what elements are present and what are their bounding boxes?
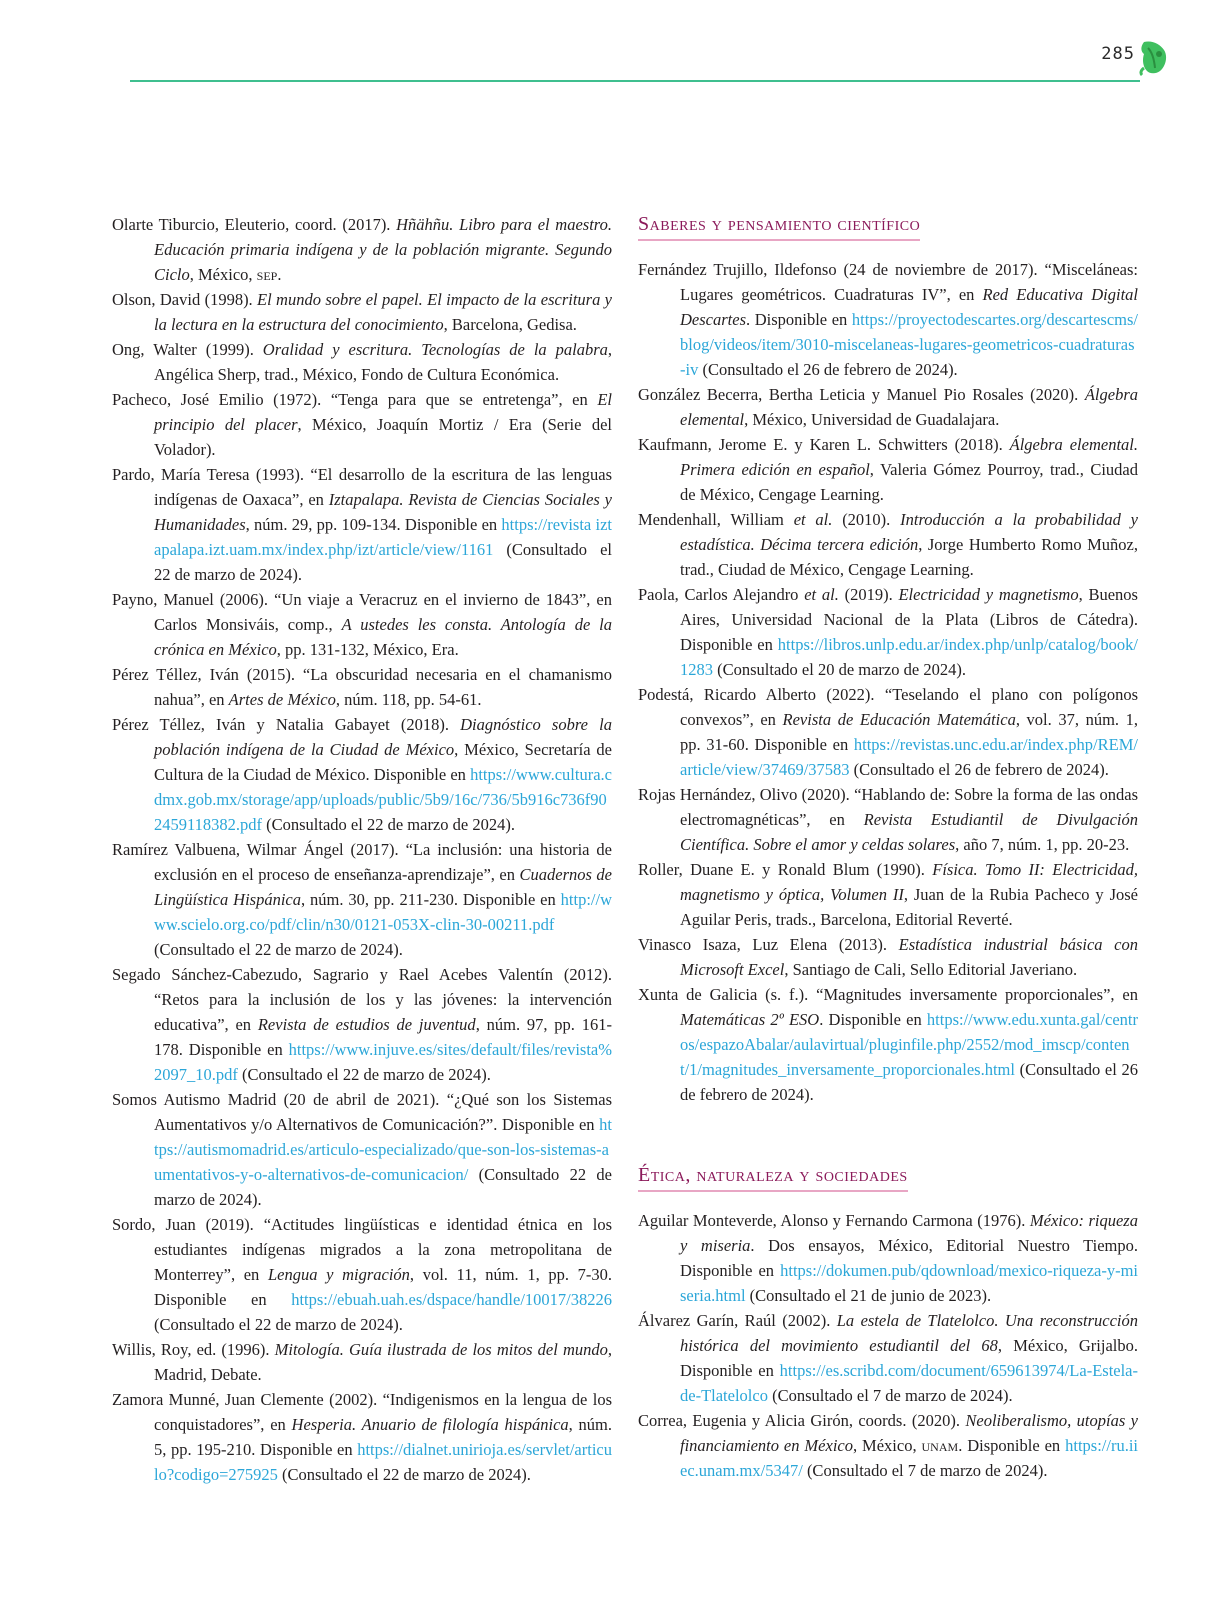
reference-text: Podestá, Ricardo Alberto (2022). “Teselando el plano con polígonos convexos”, en	[638, 685, 1138, 729]
reference-text: . Disponible en	[819, 1010, 927, 1029]
reference-link[interactable]: https://revistas.unc.edu.ar/index.php/REM/article/view/37469/37583	[680, 735, 1138, 779]
reference-text: Payno, Manuel (2006). “Un viaje a Veracruz en el invierno de 1843”, en Carlos Monsiváis, comp.,	[112, 590, 612, 634]
reference-link[interactable]: https://www.cultura.cdmx.gob.mx/storage/app/uploads/public/5b9/16c/736/5b916c736f902459118382.pdf	[154, 765, 612, 834]
header-rule	[130, 80, 1140, 82]
reference-text: (Consultado el 22 de marzo de 2024).	[154, 1315, 403, 1334]
reference-link[interactable]: https://autismomadrid.es/articulo-especializado/que-son-los-sistemas-aumentativos-y-o-alternativos-de-comunicacion/	[154, 1115, 612, 1184]
reference-text: Segado Sánchez-Cabezudo, Sagrario y Rael Acebes Valentín (2012). “Retos para la inclusión de los y las jóvenes: la intervención educativa”, en	[112, 965, 612, 1034]
reference-link[interactable]: https://es.scribd.com/document/659613974/La-Estela-de-Tlatelolco	[680, 1361, 1138, 1405]
reference-entry	[112, 1337, 612, 1387]
reference-entry	[638, 682, 1138, 782]
reference-link[interactable]: https://ru.iiec.unam.mx/5347/	[680, 1436, 1138, 1480]
reference-text: Pérez Téllez, Iván (2015). “La obscuridad necesaria en el chamanismo nahua”, en	[112, 665, 612, 709]
reference-title: Revista Estudiantil de Divulgación Científica. Sobre el amor y celdas solares	[680, 810, 1138, 854]
reference-entry	[112, 1087, 612, 1212]
reference-text: , Madrid, Debate.	[154, 1340, 612, 1384]
reference-text: Paola, Carlos Alejandro	[638, 585, 805, 604]
reference-text: Roller, Duane E. y Ronald Blum (1990).	[638, 860, 933, 879]
reference-text: , vol. 11, núm. 1, pp. 7-30. Disponible en	[154, 1265, 612, 1309]
reference-text: Pérez Téllez, Iván y Natalia Gabayet (2018).	[112, 715, 461, 734]
reference-text: , núm. 29, pp. 109-134. Disponible en	[245, 515, 502, 534]
reference-text: (Consultado el 26 de febrero de 2024).	[698, 360, 958, 379]
reference-text: Olson, David (1998).	[112, 290, 258, 309]
reference-text: , pp. 131-132, México, Era.	[276, 640, 459, 659]
reference-text: . Disponible en	[745, 310, 852, 329]
reference-entry	[638, 932, 1138, 982]
reference-text: (Consultado el 22 de marzo de 2024).	[154, 540, 612, 584]
reference-title: Matemáticas 2º ESO	[680, 1010, 820, 1029]
reference-link[interactable]: https://www.injuve.es/sites/default/files/revista%2097_10.pdf	[154, 1040, 612, 1084]
reference-entry	[638, 257, 1138, 382]
reference-entry	[112, 587, 612, 662]
reference-text: , México,	[189, 265, 257, 284]
reference-text: Willis, Roy, ed. (1996).	[112, 1340, 275, 1359]
reference-text: , núm. 118, pp. 54-61.	[335, 690, 482, 709]
reference-title: Oralidad y escritura. Tecnologías de la palabra	[262, 340, 608, 359]
reference-title: El principio del placer	[154, 390, 612, 434]
reference-text: Vinasco Isaza, Luz Elena (2013).	[638, 935, 899, 954]
reference-text: , Barcelona, Gedisa.	[443, 315, 577, 334]
reference-text: Pacheco, José Emilio (1972). “Tenga para que se entretenga”, en	[112, 390, 598, 409]
reference-entry	[638, 857, 1138, 932]
reference-text: (Consultado el 20 de marzo de 2024).	[713, 660, 966, 679]
reference-text: (Consultado el 21 de junio de 2023).	[745, 1286, 992, 1305]
reference-link[interactable]: http://www.scielo.org.co/pdf/clin/n30/0121-053X-clin-30-00211.pdf	[154, 890, 613, 934]
reference-entry	[112, 662, 612, 712]
reference-link[interactable]: https://www.edu.xunta.gal/centros/espazoAbalar/aulavirtual/pluginfile.php/2552/mod_imscp/content/1/magnitudes_inversamente_proporcionales.html	[680, 1010, 1138, 1079]
reference-text: Sordo, Juan (2019). “Actitudes lingüísticas e identidad étnica en los estudiantes indígenas migrados a la zona metropolitana de Monterrey”, en	[112, 1215, 612, 1284]
reference-text: (Consultado el 7 de marzo de 2024).	[802, 1461, 1048, 1480]
reference-title: Estadística industrial básica con Microsoft Excel	[680, 935, 1138, 979]
reference-entry	[638, 1408, 1138, 1483]
reference-title: Red Educativa Digital Descartes	[680, 285, 1138, 329]
reference-title: Hñähñu. Libro para el maestro. Educación primaria indígena y de la población migrante. Segundo Ciclo	[154, 215, 612, 284]
reference-title: Diagnóstico sobre la población indígena de la Ciudad de México	[154, 715, 612, 759]
reference-entry	[112, 337, 612, 387]
reference-title: Álgebra elemental	[680, 385, 1138, 429]
reference-text: Correa, Eugenia y Alicia Girón, coords. (2020).	[638, 1411, 966, 1430]
reference-entry	[638, 382, 1138, 432]
reference-entry	[638, 1308, 1138, 1408]
reference-text: (Consultado el 22 de marzo de 2024).	[262, 815, 515, 834]
reference-link[interactable]: https://revista iztapalapa.izt.uam.mx/index.php/izt/article/view/1161	[154, 515, 612, 559]
reference-link[interactable]: https://dokumen.pub/qdownload/mexico-riqueza-y-miseria.html	[680, 1261, 1138, 1305]
reference-text: (Consultado el 26 de febrero de 2024).	[849, 760, 1109, 779]
reference-text: , México, Joaquín Mortiz / Era (Serie del Volador).	[154, 415, 612, 459]
reference-entry	[638, 507, 1138, 582]
section-title: Saberes y pensamiento científico	[638, 212, 920, 241]
reference-text: , Santiago de Cali, Sello Editorial Javeriano.	[784, 960, 1078, 979]
reference-title: Álgebra elemental. Primera edición en español	[680, 435, 1138, 479]
reference-title: Cuadernos de Lingüística Hispánica	[154, 865, 612, 909]
reference-entry	[112, 837, 612, 962]
reference-text: , Buenos Aires, Universidad Nacional de la Plata (Libros de Cátedra). Disponible en	[680, 585, 1138, 654]
reference-text: , Angélica Sherp, trad., México, Fondo de Cultura Económica.	[154, 340, 612, 384]
reference-title: Introducción a la probabilidad y estadística. Décima tercera edición	[680, 510, 1138, 554]
reference-link[interactable]: https://proyectodescartes.org/descartescms/blog/videos/item/3010-miscelaneas-lugares-geometricos-cuadraturas-iv	[680, 310, 1138, 379]
reference-title: El mundo sobre el papel. El impacto de la escritura y la lectura en la estructura del conocimiento	[154, 290, 612, 334]
reference-text: (Consultado el 22 de marzo de 2024).	[154, 940, 403, 959]
reference-text: Kaufmann, Jerome E. y Karen L. Schwitters (2018).	[638, 435, 1010, 454]
page-number: 285	[1101, 44, 1135, 64]
reference-text: (Consultado el 26 de febrero de 2024).	[680, 1060, 1138, 1104]
reference-text: , México, Secretaría de Cultura de la Ciudad de México. Disponible en	[154, 740, 612, 784]
reference-text: (Consultado el 22 de marzo de 2024).	[277, 1465, 531, 1484]
reference-text: , Valeria Gómez Pourroy, trad., Ciudad de México, Cengage Learning.	[680, 460, 1138, 504]
reference-title: Física. Tomo II: Electricidad, magnetismo y óptica, Volumen II	[680, 860, 1138, 904]
reference-text: Fernández Trujillo, Ildefonso (24 de noviembre de 2017). “Misceláneas: Lugares geométricos. Cuadraturas IV”, en	[638, 260, 1138, 304]
reference-entry	[112, 962, 612, 1087]
reference-entry	[638, 982, 1138, 1107]
reference-text: , Jorge Humberto Romo Muñoz, trad., Ciudad de México, Cengage Learning.	[680, 535, 1138, 579]
section-title: Ética, naturaleza y sociedades	[638, 1163, 908, 1192]
reference-text: Pardo, María Teresa (1993). “El desarrollo de la escritura de las lenguas indígenas de Oaxaca”, en	[112, 465, 612, 509]
reference-text: (Consultado el 7 de marzo de 2024).	[767, 1386, 1013, 1405]
reference-entry	[112, 212, 612, 287]
reference-text: .	[277, 265, 282, 284]
right-column	[638, 212, 1138, 1483]
reference-text: (2019).	[838, 585, 899, 604]
reference-text: , núm. 5, pp. 195-210. Disponible en	[154, 1415, 613, 1459]
reference-title: Artes de México	[228, 690, 336, 709]
reference-entry	[638, 782, 1138, 857]
reference-text: Ramírez Valbuena, Wilmar Ángel (2017). “La inclusión: una historia de exclusión en el proceso de enseñanza-aprendizaje”, en	[112, 840, 612, 884]
reference-link[interactable]: https://dialnet.unirioja.es/servlet/articulo?codigo=275925	[154, 1440, 612, 1484]
reference-text: Aguilar Monteverde, Alonso y Fernando Carmona (1976).	[638, 1211, 1030, 1230]
reference-title: A ustedes les consta. Antología de la crónica en México	[154, 615, 613, 659]
reference-entry	[112, 462, 612, 587]
reference-text: . Disponible en	[958, 1436, 1066, 1455]
reference-title: Iztapalapa. Revista de Ciencias Sociales y Humanidades	[154, 490, 612, 534]
reference-text: (Consultado el 22 de marzo de 2024).	[237, 1065, 491, 1084]
reference-title: Electricidad y magnetismo	[898, 585, 1079, 604]
left-column	[112, 212, 612, 1487]
reference-entry	[112, 1212, 612, 1337]
reference-title: Revista de Educación Matemática	[782, 710, 1016, 729]
reference-text: Zamora Munné, Juan Clemente (2002). “Indigenismos en la lengua de los conquistadores”, en	[112, 1390, 612, 1434]
reference-text: , México,	[852, 1436, 922, 1455]
reference-entry	[112, 387, 612, 462]
reference-title: México: riqueza y miseria	[680, 1211, 1138, 1255]
reference-text: , México, Grijalbo. Disponible en	[680, 1336, 1138, 1380]
reference-text: Ong, Walter (1999).	[112, 340, 263, 359]
reference-text: Olarte Tiburcio, Eleuterio, coord. (2017).	[112, 215, 397, 234]
reference-title: Revista de estudios de juventud	[257, 1015, 476, 1034]
reference-entry	[112, 1387, 612, 1487]
reference-title: La estela de Tlatelolco. Una reconstrucción histórica del movimiento estudiantil del 68	[680, 1311, 1138, 1355]
reference-title: Lengua y migración	[267, 1265, 410, 1284]
reference-text: , Juan de la Rubia Pacheco y José Aguilar Peris, trads., Barcelona, Editorial Reverté.	[680, 885, 1138, 929]
reference-text: Somos Autismo Madrid (20 de abril de 2021). “¿Qué son los Sistemas Aumentativos y/o Alternativos de Comunicación?”. Disponible en	[112, 1090, 612, 1134]
reference-text: , año 7, núm. 1, pp. 20-23.	[955, 835, 1130, 854]
reference-text: . Dos ensayos, México, Editorial Nuestro Tiempo. Disponible en	[680, 1236, 1138, 1280]
leaf-icon	[1138, 38, 1170, 76]
reference-text: (2010).	[832, 510, 901, 529]
reference-text: Álvarez Garín, Raúl (2002).	[638, 1311, 837, 1330]
reference-text: Rojas Hernández, Olivo (2020). “Hablando de: Sobre la forma de las ondas electromagnéticas”, en	[638, 785, 1138, 829]
reference-entry	[638, 1208, 1138, 1308]
reference-text: , vol. 37, núm. 1, pp. 31-60. Disponible en	[680, 710, 1138, 754]
reference-title: et al.	[793, 510, 833, 529]
reference-entry	[638, 582, 1138, 682]
reference-text: , núm. 30, pp. 211-230. Disponible en	[301, 890, 561, 909]
reference-text: Mendenhall, William	[638, 510, 794, 529]
reference-text: , núm. 97, pp. 161-178. Disponible en	[154, 1015, 612, 1059]
reference-entry	[638, 432, 1138, 507]
reference-entry	[112, 287, 612, 337]
reference-title: Mitología. Guía ilustrada de los mitos del mundo	[274, 1340, 608, 1359]
reference-text: Xunta de Galicia (s. f.). “Magnitudes inversamente proporcionales”, en	[638, 985, 1138, 1004]
reference-title: et al.	[804, 585, 839, 604]
reference-text: sep	[256, 265, 278, 284]
reference-link[interactable]: https://ebuah.uah.es/dspace/handle/10017/38226	[291, 1290, 612, 1309]
reference-text: unam	[921, 1436, 959, 1455]
reference-text: , México, Universidad de Guadalajara.	[744, 410, 1000, 429]
reference-title: Neoliberalismo, utopías y financiamiento en México	[680, 1411, 1138, 1455]
reference-title: Hesperia. Anuario de filología hispánica	[291, 1415, 569, 1434]
reference-link[interactable]: https://libros.unlp.edu.ar/index.php/unlp/catalog/book/1283	[680, 635, 1138, 679]
reference-entry	[112, 712, 612, 837]
reference-text: González Becerra, Bertha Leticia y Manuel Pio Rosales (2020).	[638, 385, 1085, 404]
reference-text: (Consultado 22 de marzo de 2024).	[154, 1165, 612, 1209]
